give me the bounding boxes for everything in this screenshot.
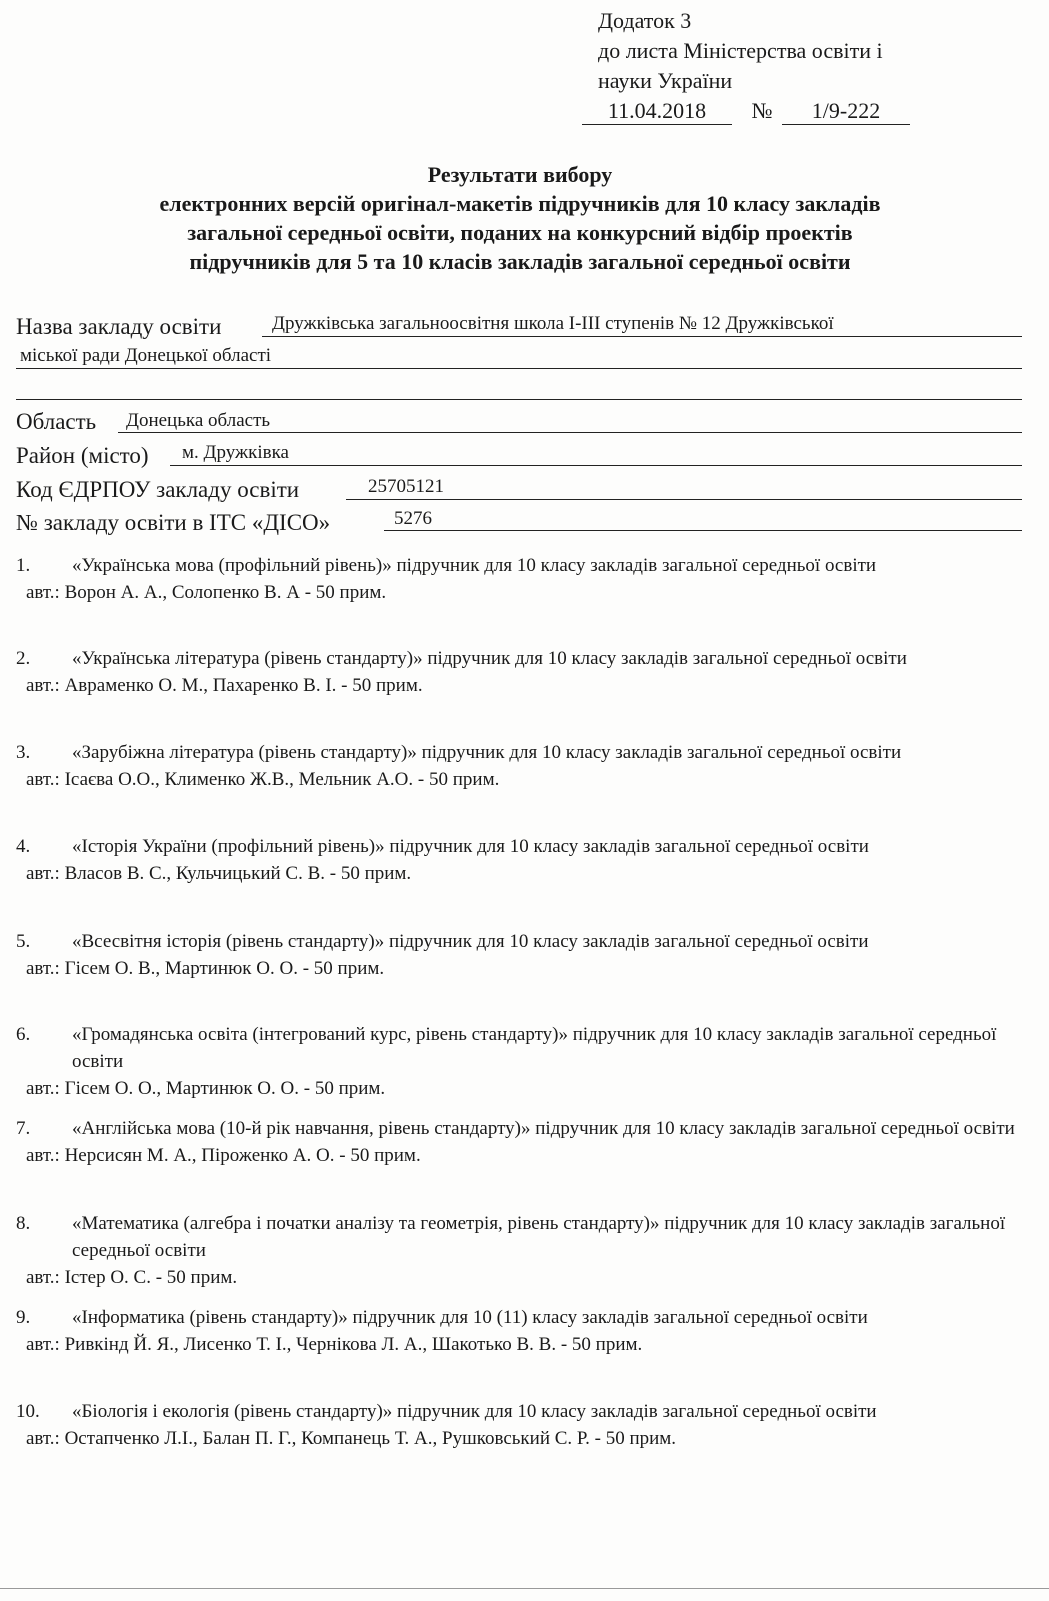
item-number: 4. (16, 836, 31, 857)
item-authors: авт.: Ісаєва О.О., Клименко Ж.В., Мельник А.О. - 50 прим. (26, 769, 500, 790)
list-item (16, 833, 1026, 887)
item-number: 10. (16, 1401, 40, 1422)
number-sign: № (751, 98, 773, 123)
item-number: 1. (16, 555, 31, 576)
institution-underline-2 (16, 368, 1022, 369)
itc-label: № закладу освіти в ІТС «ДІСО» (16, 510, 331, 535)
district-value: м. Дружківка (182, 442, 289, 463)
title-line-3: загальної середньої освіти, поданих на конкурсний відбір проектів (187, 220, 853, 245)
item-title: «Зарубіжна література (рівень стандарту)» підручник для 10 класу закладів загальної середньої освіти (72, 742, 902, 763)
institution-underline-1 (262, 336, 1022, 337)
item-number: 2. (16, 648, 31, 669)
item-title: «Громадянська освіта (інтегрований курс, рівень стандарту)» підручник для 10 класу закладів загальної середньої освіти (72, 1024, 997, 1072)
district-underline (170, 465, 1022, 466)
region-label: Область (16, 409, 97, 434)
item-number: 6. (16, 1024, 31, 1045)
itc-underline (384, 530, 1022, 531)
item-title: «Всесвітня історія (рівень стандарту)» підручник для 10 класу закладів загальної середньої освіти (72, 931, 869, 952)
item-title: «Історія України (профільний рівень)» підручник для 10 класу закладів загальної середньої освіти (72, 836, 869, 857)
item-number: 9. (16, 1307, 31, 1328)
institution-label: Назва закладу освіти (16, 314, 222, 339)
item-title: «Біологія і екологія (рівень стандарту)» підручник для 10 класу закладів загальної середньої освіти (72, 1401, 877, 1422)
region-value: Донецька область (126, 410, 271, 431)
title-line-1: Результати вибору (427, 162, 613, 187)
item-number: 8. (16, 1213, 31, 1234)
edrpou-value: 25705121 (368, 476, 444, 497)
institution-underline-3 (16, 399, 1022, 400)
appendix-ministry: науки України (598, 68, 733, 93)
region-underline (118, 432, 1022, 433)
item-title: «Інформатика (рівень стандарту)» підручник для 10 (11) класу закладів загальної середньої освіти (72, 1307, 868, 1328)
appendix-letter-ref: до листа Міністерства освіти і (598, 38, 883, 63)
item-authors: авт.: Авраменко О. М., Пахаренко В. І. - 50 прим. (26, 675, 423, 696)
appendix-block (598, 6, 910, 126)
item-title: «Математика (алгебра і початки аналізу та геометрія, рівень стандарту)» підручник для 10 класу закладів загальної середньої освіти (72, 1213, 1006, 1261)
title-line-4: підручників для 5 та 10 класів закладів загальної середньої освіти (189, 249, 851, 274)
list-item (16, 928, 1026, 982)
list-item (16, 1304, 1026, 1358)
item-number: 3. (16, 742, 31, 763)
itc-value: 5276 (394, 508, 432, 529)
item-authors: авт.: Нерсисян М. А., Піроженко А. О. - 50 прим. (26, 1145, 421, 1166)
item-title: «Українська література (рівень стандарту)» підручник для 10 класу закладів загальної середньої освіти (72, 648, 907, 669)
list-item (16, 1021, 1026, 1102)
list-item (16, 645, 1026, 699)
title-line-2: електронних версій оригінал-макетів підручників для 10 класу закладів (159, 191, 881, 216)
item-authors: авт.: Гісем О. В., Мартинюк О. О. - 50 прим. (26, 958, 385, 979)
list-item (16, 552, 1026, 606)
item-authors: авт.: Власов В. С., Кульчицький С. В. - 50 прим. (26, 863, 412, 884)
item-authors: авт.: Ворон А. А., Солопенко В. А - 50 прим. (26, 582, 387, 603)
document-title (40, 160, 1000, 276)
appendix-date-number (582, 96, 910, 126)
item-authors: авт.: Істер О. С. - 50 прим. (26, 1267, 238, 1288)
list-item (16, 739, 1026, 793)
appendix-title: Додаток 3 (598, 8, 692, 33)
page-bottom-edge (0, 1588, 1049, 1589)
item-title: «Англійська мова (10-й рік навчання, рівень стандарту)» підручник для 10 класу закладів загальної середньої освіти (72, 1118, 1015, 1139)
item-authors: авт.: Ривкінд Й. Я., Лисенко Т. І., Чернікова Л. А., Шакотько В. В. - 50 прим. (26, 1334, 643, 1355)
item-authors: авт.: Гісем О. О., Мартинюк О. О. - 50 прим. (26, 1078, 386, 1099)
appendix-number: 1/9-222 (782, 98, 910, 125)
list-item (16, 1115, 1026, 1169)
list-item (16, 1398, 1026, 1452)
institution-value-line-1: Дружківська загальноосвітня школа І-ІІІ ступенів № 12 Дружківської (272, 313, 834, 334)
list-item (16, 1210, 1026, 1291)
institution-value-line-2: міської ради Донецької області (20, 345, 272, 366)
item-number: 5. (16, 931, 31, 952)
item-authors: авт.: Остапченко Л.І., Балан П. Г., Компанець Т. А., Рушковський С. Р. - 50 прим. (26, 1428, 677, 1449)
district-label: Район (місто) (16, 443, 149, 468)
appendix-date: 11.04.2018 (582, 98, 732, 125)
item-number: 7. (16, 1118, 31, 1139)
item-title: «Українська мова (профільний рівень)» підручник для 10 класу закладів загальної середньої освіти (72, 555, 877, 576)
edrpou-underline (346, 499, 1022, 500)
edrpou-label: Код ЄДРПОУ закладу освіти (16, 477, 300, 502)
